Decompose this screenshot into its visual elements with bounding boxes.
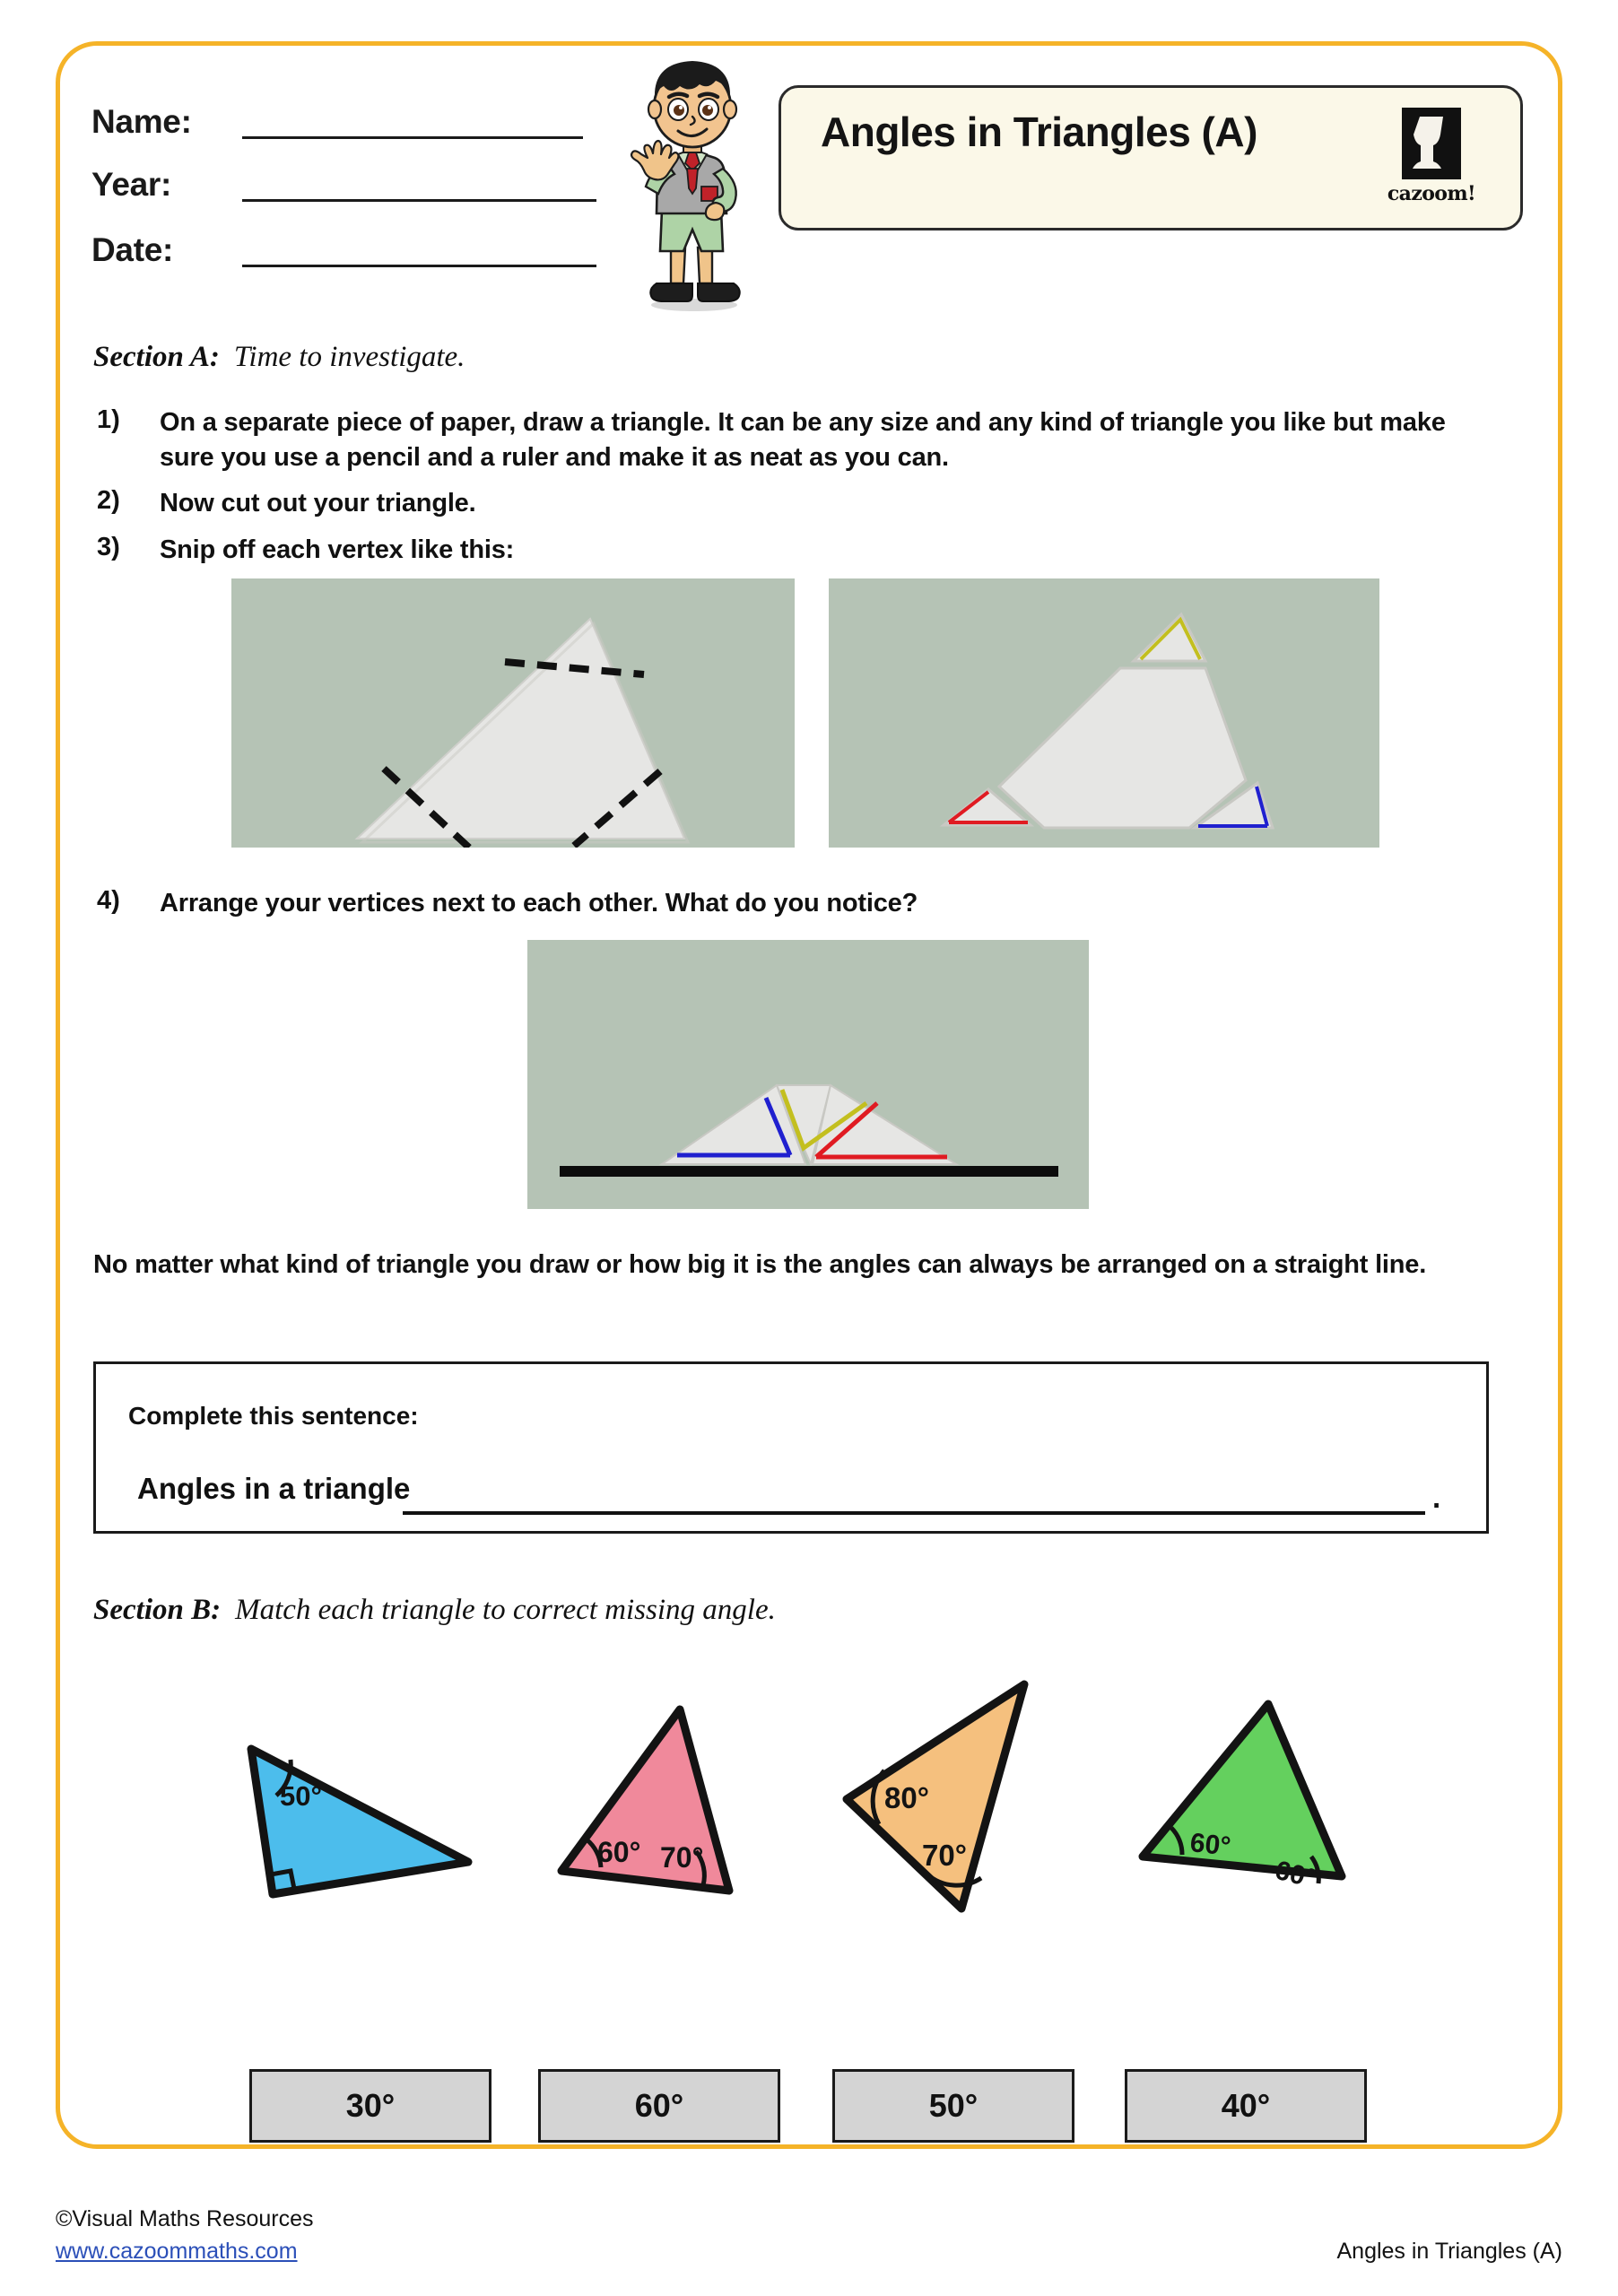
complete-sentence-terminator: . [1432,1481,1441,1514]
section-b-subtitle: Match each triangle to correct missing angle. [235,1594,776,1626]
triangle-green[interactable] [1107,1657,1367,1900]
triangle-pink-angle-1: 60° [597,1836,641,1868]
section-a-label: Section A: [93,341,220,373]
question-1-text: On a separate piece of paper, draw a triangle. It can be any size and any kind of triangle you like but make sure you use a pencil and a ruler and make it as neat as you can. [160,408,1446,472]
triangle-orange-angle-2: 70° [922,1839,967,1872]
footer-sheet-name: Angles in Triangles (A) [1336,2239,1562,2264]
name-field-label: Name: [91,103,192,140]
cazoom-logo [1373,108,1490,213]
answer-option-1[interactable]: 30° [249,2069,491,2143]
section-a-heading [93,339,465,374]
date-field-input[interactable] [242,265,596,267]
complete-sentence-box [93,1361,1489,1534]
triangle-pink-angle-2: 70° [660,1841,704,1874]
footer-copyright: ©Visual Maths Resources [56,2206,314,2231]
cazoom-wordmark: cazoom! [1387,182,1476,205]
triangle-pink[interactable] [545,1675,805,1901]
question-2-number: 2) [97,486,120,515]
question-1-number: 1) [97,405,120,434]
cazoom-goblet-icon [1402,108,1461,179]
complete-sentence-label: Complete this sentence: [128,1402,419,1430]
photo-triangle-snipped-vertices [829,578,1379,848]
mascot-schoolboy-icon [615,52,768,312]
investigation-conclusion-note: No matter what kind of triangle you draw or how big it is the angles can always be arranged on a straight line. [93,1250,1427,1279]
date-field-label: Date: [91,231,174,268]
footer-website-link[interactable]: www.cazoommaths.com [56,2239,298,2264]
section-b-label: Section B: [93,1594,222,1626]
triangle-green-angle-2: 60° [1272,1855,1319,1894]
question-3-number: 3) [97,533,120,561]
section-a-subtitle: Time to investigate. [233,341,465,373]
photo-triangle-dashed-cut-lines [231,578,795,848]
page-title: Angles in Triangles (A) [821,109,1257,155]
question-2-text: Now cut out your triangle. [160,489,476,517]
complete-sentence-answer-input[interactable] [403,1511,1425,1515]
question-4-text: Arrange your vertices next to each other. What do you notice? [160,889,918,918]
section-b-heading [93,1592,776,1627]
triangle-orange[interactable] [829,1648,1098,1918]
year-field-label: Year: [91,166,172,203]
question-3-text: Snip off each vertex like this: [160,535,515,564]
photo-vertices-on-straight-line [527,940,1089,1209]
worksheet-title-banner [779,85,1523,230]
year-field-input[interactable] [242,199,596,202]
complete-sentence-prompt: Angles in a triangle [137,1472,411,1505]
answer-option-2[interactable]: 60° [538,2069,780,2143]
answer-option-3[interactable]: 50° [832,2069,1074,2143]
triangle-green-angle-1: 60° [1188,1828,1232,1862]
name-field-input[interactable] [242,136,583,139]
triangle-blue[interactable] [244,1686,495,1901]
answer-option-4[interactable]: 40° [1125,2069,1367,2143]
question-4-number: 4) [97,886,120,915]
triangle-blue-angle-1: 50° [280,1780,322,1812]
triangle-orange-angle-1: 80° [884,1781,929,1814]
